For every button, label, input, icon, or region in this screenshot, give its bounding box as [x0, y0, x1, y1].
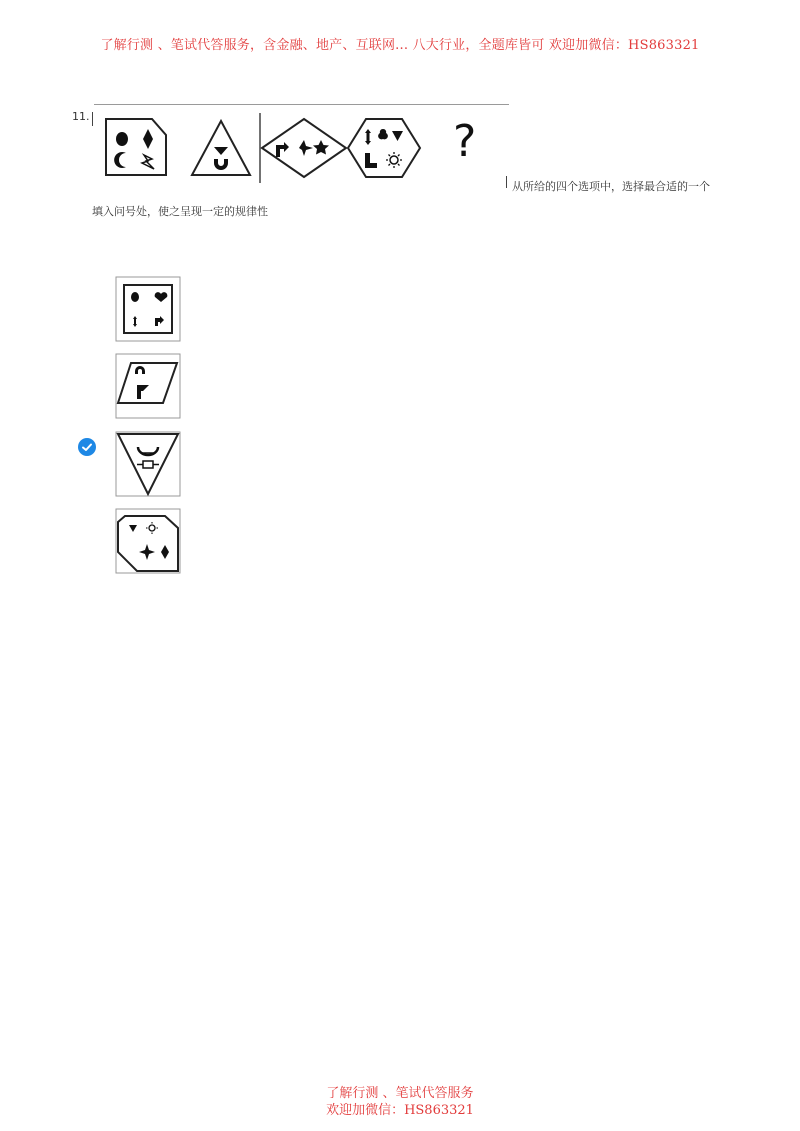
question-number: 11.: [72, 110, 90, 123]
lightning-icon: [142, 155, 154, 169]
question-stem-line2: 填入问号处，使之呈现一定的规律性: [92, 205, 268, 218]
star-icon: [313, 140, 329, 155]
option-a[interactable]: [115, 276, 181, 342]
footer-ad-line2: 欢迎加微信：HS863321: [326, 1103, 474, 1118]
corner-shape-icon: [365, 153, 377, 168]
text-cursor: [92, 112, 93, 126]
question-divider: [94, 104, 509, 105]
header-ad-text: 了解行测 、笔试代答服务，含金融、地产、互联网... 八大行业，全题库皆可 欢迎加微信：HS863321: [100, 38, 700, 53]
puzzle-figure-3: [262, 119, 346, 177]
question-mark: ?: [453, 116, 477, 167]
plus-star-icon: [299, 140, 313, 156]
puzzle-figures: [100, 113, 500, 183]
footer-ad-line1: 了解行测 、笔试代答服务: [326, 1086, 474, 1101]
option-c[interactable]: [115, 431, 181, 497]
option-b[interactable]: [115, 353, 181, 419]
puzzle-figure-1: [106, 119, 166, 175]
question-stem-line1: 从所给的四个选项中，选择最合适的一个: [512, 180, 710, 193]
puzzle-figure-2: [192, 121, 250, 175]
moon-icon: [114, 152, 126, 168]
oval-icon: [116, 132, 128, 146]
diamond-icon: [143, 129, 153, 149]
turn-arrow-icon: [276, 142, 289, 157]
u-shape-icon: [214, 159, 228, 170]
triangle-down-icon: [214, 147, 228, 155]
puzzle-figure-4: [348, 119, 420, 177]
triangle-down-icon: [392, 131, 403, 141]
selected-check-icon: [78, 438, 96, 456]
footer-ad-text: [0, 1085, 800, 1119]
oval-icon: [131, 292, 139, 302]
double-arrow-icon: [365, 129, 371, 145]
text-cursor: [506, 176, 507, 188]
option-d[interactable]: [115, 508, 181, 574]
sun-icon: [390, 156, 398, 164]
club-icon: [378, 129, 388, 139]
